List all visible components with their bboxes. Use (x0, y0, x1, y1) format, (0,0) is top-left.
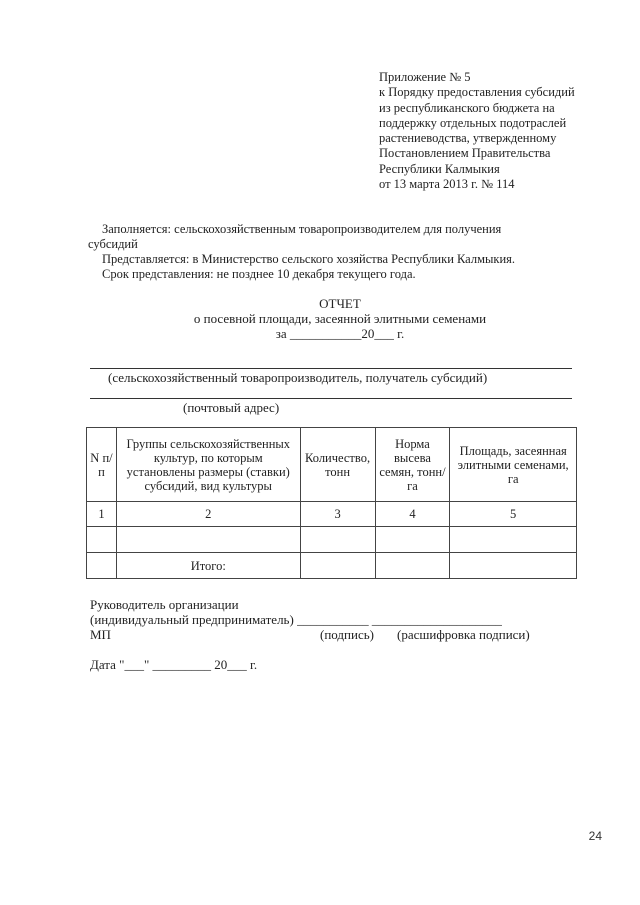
stamp-mp: МП (90, 627, 111, 642)
appendix-line: Приложение № 5 (379, 70, 471, 84)
date-field: Дата "___" _________ 20___ г. (90, 657, 258, 672)
column-number: 5 (450, 502, 577, 527)
producer-line (90, 368, 572, 369)
report-subtitle: о посевной площади, засеянной элитными семенами (193, 311, 487, 326)
column-number: 4 (375, 502, 450, 527)
appendix-line: к Порядку предоставления субсидий (379, 85, 575, 100)
appendix-line: Республики Калмыкия (379, 161, 500, 176)
table-cell (375, 527, 450, 553)
table-cell (375, 553, 450, 579)
instructions-block (88, 222, 558, 282)
signature-decode-caption: (расшифровка подписи) (397, 627, 530, 642)
appendix-line: Постановлением Правительства (379, 146, 551, 161)
header-cell: Группы сельскохозяйственных культур, по которым установлены размеры (ставки) субсидий, вид культуры (116, 428, 300, 502)
header-cell: Количество, тонн (300, 428, 375, 502)
header-cell: Норма высева семян, тонн/га (375, 428, 450, 502)
table-header-row (87, 428, 577, 502)
report-table (86, 427, 577, 579)
table-number-row (87, 502, 577, 527)
signature-caption: (подпись) (320, 627, 374, 642)
header-cell: N п/п (87, 428, 117, 502)
table-cell (87, 553, 117, 579)
table-cell (300, 553, 375, 579)
column-number: 3 (300, 502, 375, 527)
appendix-line: поддержку отдельных подотраслей (379, 115, 567, 130)
column-number: 1 (87, 502, 117, 527)
column-number: 2 (116, 502, 300, 527)
report-title: ОТЧЕТ (319, 296, 361, 311)
filled-by-text-cont: субсидий (88, 237, 138, 251)
table-cell (87, 527, 117, 553)
address-caption: (почтовый адрес) (183, 400, 280, 415)
appendix-line: растениеводства, утвержденному (379, 131, 557, 146)
table-total-row (87, 553, 577, 579)
table-cell (450, 553, 577, 579)
head-of-org-text: Руководитель организации (90, 597, 239, 612)
appendix-block (379, 70, 575, 192)
deadline-text: Срок представления: не позднее 10 декабря текущего года. (102, 267, 416, 281)
appendix-line: из республиканского бюджета на (379, 100, 555, 115)
table-cell (116, 527, 300, 553)
total-label: Итого: (116, 553, 300, 579)
producer-caption: (сельскохозяйственный товаропроизводитель, получатель субсидий) (108, 370, 488, 385)
header-cell: Площадь, засеянная элитными семенами, га (450, 428, 577, 502)
report-period: за ___________20___ г. (275, 326, 405, 341)
table-cell (300, 527, 375, 553)
page-number: 24 (588, 829, 602, 843)
entrepreneur-text: (индивидуальный предприниматель) ___________ ____________________ (90, 612, 502, 627)
address-line (90, 398, 572, 399)
table-empty-row (87, 527, 577, 553)
table-cell (450, 527, 577, 553)
appendix-line: от 13 марта 2013 г. № 114 (379, 177, 515, 192)
filled-by-text: Заполняется: сельскохозяйственным товаропроизводителем для получения (102, 222, 502, 236)
submitted-to-text: Представляется: в Министерство сельского хозяйства Республики Калмыкия. (102, 252, 516, 266)
